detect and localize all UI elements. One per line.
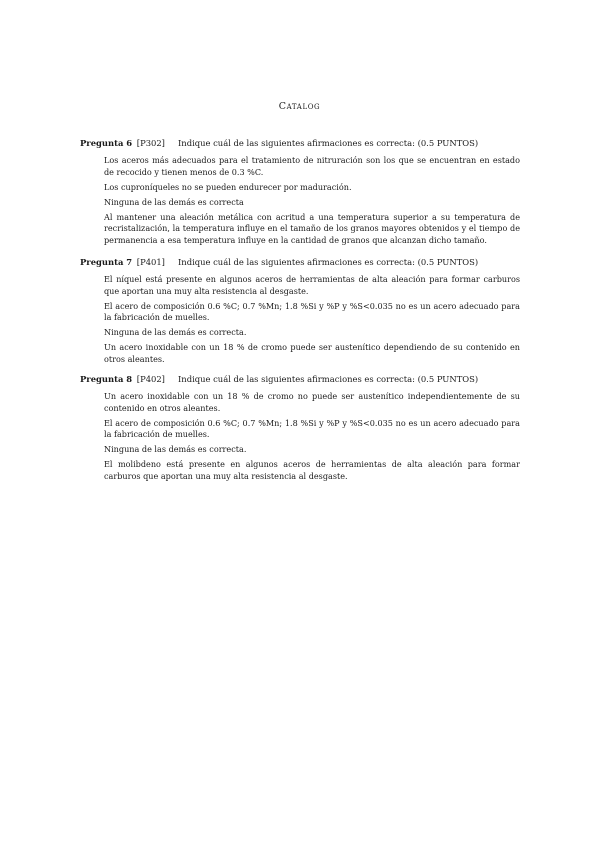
answer-option: Un acero inoxidable con un 18 % de cromo puede ser austenítico dependiendo de su contenido en otros aleantes.: [104, 342, 520, 364]
question-prompt: Indique cuál de las siguientes afirmaciones es correcta: (0.5 PUNTOS): [178, 257, 479, 267]
answer-options: [104, 155, 520, 246]
answer-option: El molibdeno está presente en algunos aceros de herramientas de alta aleación para formar carburos que aportan una muy alta resistencia al desgaste.: [104, 459, 520, 481]
question-7: [80, 257, 520, 369]
answer-option: Ninguna de las demás es correcta.: [104, 327, 247, 338]
question-prompt: Indique cuál de las siguientes afirmaciones es correcta: (0.5 PUNTOS): [178, 138, 479, 148]
question-number: Pregunta 6: [80, 138, 133, 148]
answer-option: Los cuproníqueles no se pueden endurecer por maduración.: [104, 181, 352, 192]
answer-option: Los aceros más adecuados para el tratamiento de nitruración son los que se encuentran en estado de recocido y tienen menos de 0.3 %C.: [104, 155, 520, 177]
question-header: [80, 138, 520, 149]
answer-option: El níquel está presente en algunos aceros de herramientas de alta aleación para formar carburos que aportan una muy alta resistencia al desgaste.: [104, 274, 520, 296]
question-prompt: Indique cuál de las siguientes afirmaciones es correcta: (0.5 PUNTOS): [178, 374, 479, 384]
answer-options: [104, 391, 520, 482]
question-header: [80, 374, 520, 385]
answer-option: El acero de composición 0.6 %C; 0.7 %Mn; 1.8 %Si y %P y %S<0.035 no es un acero adecuado para la fabricación de muelles.: [104, 300, 520, 323]
answer-option: Al mantener una aleación metálica con acritud a una temperatura superior a su temperatura de recristalización, la temperatura influye en el tamaño de los granos mayores obtenidos y el tiempo de permanencia a esa temperatura influye en la cantidad de granos que alcanzan dicho tamaño.: [104, 211, 520, 245]
answer-option: El acero de composición 0.6 %C; 0.7 %Mn; 1.8 %Si y %P y %S<0.035 no es un acero adecuado para la fabricación de muelles.: [104, 417, 520, 440]
question-header: [80, 257, 520, 268]
question-number: Pregunta 7: [80, 257, 133, 267]
page-title: Catalog: [278, 101, 321, 112]
question-code: [P302]: [136, 138, 165, 148]
answer-options: [104, 274, 520, 365]
answer-option: Un acero inoxidable con un 18 % de cromo no puede ser austenítico independientemente de su contenido en otros aleantes.: [104, 391, 520, 413]
question-code: [P401]: [136, 257, 165, 267]
question-6: [80, 138, 520, 250]
answer-option: Ninguna de las demás es correcta.: [104, 444, 247, 455]
question-code: [P402]: [136, 374, 165, 384]
question-number: Pregunta 8: [80, 374, 133, 384]
question-8: [80, 374, 520, 486]
answer-option: Ninguna de las demás es correcta: [104, 196, 244, 207]
